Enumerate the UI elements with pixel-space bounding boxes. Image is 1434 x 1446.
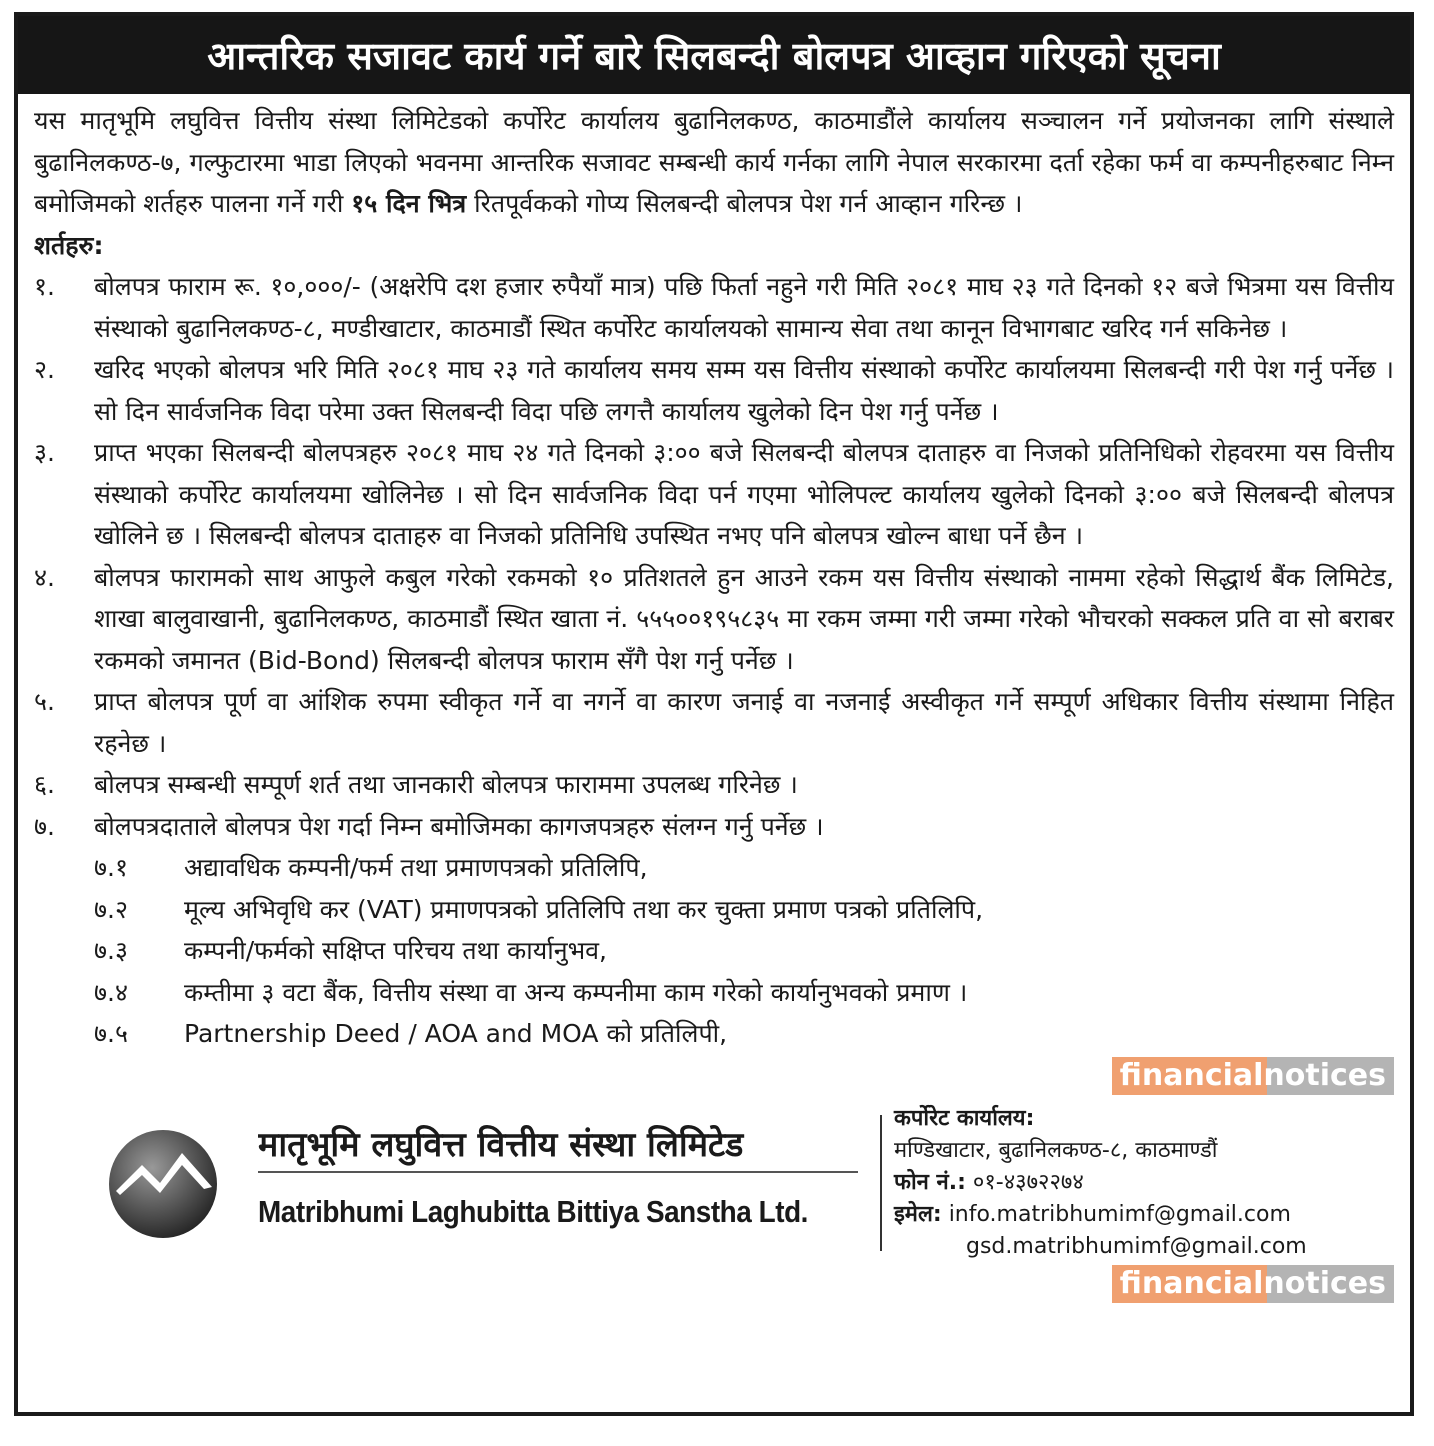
sub-item bbox=[94, 972, 1394, 1014]
sub-item-text: कम्तीमा ३ वटा बैंक, वित्तीय संस्था वा अन्य कम्पनीमा काम गरेको कार्यानुभवको प्रमाण । bbox=[184, 977, 968, 1007]
condition-item bbox=[34, 557, 1394, 682]
phone-number: ०१-४३७२२७४ bbox=[972, 1169, 1084, 1195]
deadline-text: १५ दिन भित्र bbox=[351, 189, 467, 218]
company-name-english: Matribhumi Laghubitta Bittiya Sanstha Ltd. bbox=[258, 1193, 808, 1229]
sub-item-number: ७.२ bbox=[94, 894, 128, 924]
condition-number: १. bbox=[34, 272, 55, 301]
watermark: financialnotices bbox=[1112, 1265, 1394, 1303]
email-2: gsd.matribhumimf@gmail.com bbox=[966, 1233, 1307, 1259]
condition-item bbox=[34, 349, 1394, 432]
sub-item-number: ७.१ bbox=[94, 853, 128, 882]
condition-text: बोलपत्र सम्बन्धी सम्पूर्ण शर्त तथा जानकारी बोलपत्र फाराममा उपलब्ध गरिनेछ । bbox=[94, 770, 798, 799]
company-name-nepali: मातृभूमि लघुवित्त वित्तीय संस्था लिमिटेड bbox=[258, 1123, 858, 1173]
phone-label: फोन नं.: bbox=[894, 1169, 966, 1195]
condition-text: बोलपत्र फारामको साथ आफुले कबुल गरेको रकमको १० प्रतिशतले हुन आउने रकम यस वित्तीय संस्थाको नाममा रहेको सिद्धार्थ बैंक लिमिटेड, शाखा बालुवाखानी, बुढानिलकण्ठ, काठमाडौं स्थित खाता नं. ५५५००१९५८३५ मा रकम जम्मा गरी जम्मा गरेको भौचरको सक्कल प्रति वा सो बराबर रकमको जमानत (Bid-Bond) सिलबन्दी बोलपत्र फाराम सँगै पेश गर्नु पर्नेछ । bbox=[94, 562, 1394, 675]
condition-number: ५. bbox=[34, 687, 55, 716]
intro-end-text: रितपूर्वकको गोप्य सिलबन्दी बोलपत्र पेश गर्न आव्हान गरिन्छ । bbox=[474, 189, 1023, 218]
condition-text: प्राप्त बोलपत्र पूर्ण वा आंशिक रुपमा स्वीकृत गर्ने वा नगर्ने वा कारण जनाई वा नजनाई अस्वीकृत गर्ने सम्पूर्ण अधिकार वित्तीय संस्थामा निहित रहनेछ । bbox=[94, 687, 1394, 758]
sub-item-number: ७.४ bbox=[94, 977, 128, 1007]
divider bbox=[880, 1115, 882, 1251]
office-contact bbox=[894, 1103, 1307, 1263]
email-1: info.matribhumimf@gmail.com bbox=[948, 1201, 1291, 1227]
sub-item-text: मूल्य अभिवृधि कर (VAT) प्रमाणपत्रको प्रतिलिपि तथा कर चुक्ता प्रमाण पत्रको प्रतिलिपि, bbox=[184, 894, 984, 924]
conditions-list bbox=[34, 266, 1394, 847]
condition-item bbox=[34, 764, 1394, 806]
sub-item bbox=[94, 847, 1394, 889]
intro-text: यस मातृभूमि लघुवित्त वित्तीय संस्था लिमिटेडको कर्पोरेट कार्यालय बुढानिलकण्ठ, काठमाडौंले कार्यालय सञ्चालन गर्ने प्रयोजनका लागि संस्थाले बुढानिलकण्ठ-७, गल्फुटारमा भाडा लिएको भवनमा आन्तरिक सजावट सम्बन्धी कार्य गर्नका लागि नेपाल सरकारमा दर्ता रहेका फर्म वा कम्पनीहरुबाट निम्न बमोजिमको शर्तहरु पालना गर्ने गरी bbox=[34, 106, 1394, 218]
watermark: financialnotices bbox=[1112, 1057, 1394, 1095]
condition-item bbox=[34, 681, 1394, 764]
sub-item-number: ७.५ bbox=[94, 1019, 128, 1048]
email-label: इमेल: bbox=[894, 1201, 942, 1227]
condition-text: खरिद भएको बोलपत्र भरि मिति २०८१ माघ २३ गते कार्यालय समय सम्म यस वित्तीय संस्थाको कर्पोरेट कार्यालयमा सिलबन्दी गरी पेश गर्नु पर्नेछ । सो दिन सार्वजनिक विदा परेमा उक्त सिलबन्दी विदा पछि लगत्तै कार्यालय खुलेको दिन पेश गर्नु पर्नेछ । bbox=[94, 355, 1394, 426]
notice-body bbox=[18, 94, 1410, 1055]
condition-text: बोलपत्रदाताले बोलपत्र पेश गर्दा निम्न बमोजिमका कागजपत्रहरु संलग्न गर्नु पर्नेछ । bbox=[94, 811, 824, 841]
sub-items-list bbox=[34, 847, 1394, 1055]
condition-item bbox=[34, 266, 1394, 349]
intro-paragraph bbox=[34, 100, 1394, 225]
sub-item-text: अद्यावधिक कम्पनी/फर्म तथा प्रमाणपत्रको प्रतिलिपि, bbox=[184, 853, 648, 882]
sub-item bbox=[94, 1013, 1394, 1055]
conditions-heading: शर्तहरु: bbox=[34, 230, 104, 260]
office-address: मण्डिखाटार, बुढानिलकण्ठ-८, काठमाण्डौं bbox=[894, 1137, 1218, 1163]
sub-item bbox=[94, 889, 1394, 931]
notice-title: आन्तरिक सजावट कार्य गर्ने बारे सिलबन्दी बोलपत्र आव्हान गरिएको सूचना bbox=[18, 16, 1410, 94]
sub-item-text: कम्पनी/फर्मको सक्षिप्त परिचय तथा कार्यानुभव, bbox=[184, 936, 608, 965]
watermark-row bbox=[18, 1263, 1410, 1305]
condition-item bbox=[34, 806, 1394, 848]
condition-number: ३. bbox=[34, 438, 55, 467]
condition-text: बोलपत्र फाराम रू. १०,०००/- (अक्षरेपि दश हजार रुपैयाँ मात्र) पछि फिर्ता नहुने गरी मिति २०८१ माघ २३ गते दिनको १२ बजे भित्रमा यस वित्तीय संस्थाको बुढानिलकण्ठ-८, मण्डीखाटार, काठमाडौं स्थित कर्पोरेट कार्यालयको सामान्य सेवा तथा कानून विभागबाट खरिद गर्न सकिनेछ । bbox=[94, 272, 1394, 343]
sub-item-number: ७.३ bbox=[94, 936, 128, 965]
sub-item-text: Partnership Deed / AOA and MOA को प्रतिलिपी, bbox=[184, 1019, 728, 1048]
company-logo-icon bbox=[108, 1129, 218, 1239]
watermark-row bbox=[18, 1055, 1410, 1097]
notice bbox=[14, 12, 1414, 1416]
office-heading: कर्पोरेट कार्यालय: bbox=[894, 1105, 1035, 1131]
condition-number: २. bbox=[34, 355, 55, 384]
condition-text: प्राप्त भएका सिलबन्दी बोलपत्रहरु २०८१ माघ २४ गते दिनको ३:०० बजे सिलबन्दी बोलपत्र दाताहरु वा निजको प्रतिनिधिको रोहवरमा यस वित्तीय संस्थाको कर्पोरेट कार्यालयमा खोलिनेछ । सो दिन सार्वजनिक विदा पर्न गएमा भोलिपल्ट कार्यालय खुलेको दिनको ३:०० बजे सिलबन्दी बोलपत्र खोलिने छ । सिलबन्दी बोलपत्र दाताहरु वा निजको प्रतिनिधि उपस्थित नभए पनि बोलपत्र खोल्न बाधा पर्ने छैन । bbox=[94, 438, 1394, 550]
sub-item bbox=[94, 930, 1394, 972]
condition-number: ६. bbox=[34, 770, 55, 799]
condition-item bbox=[34, 432, 1394, 557]
footer bbox=[18, 1103, 1410, 1263]
condition-number: ४. bbox=[34, 562, 55, 592]
condition-number: ७. bbox=[34, 811, 55, 841]
